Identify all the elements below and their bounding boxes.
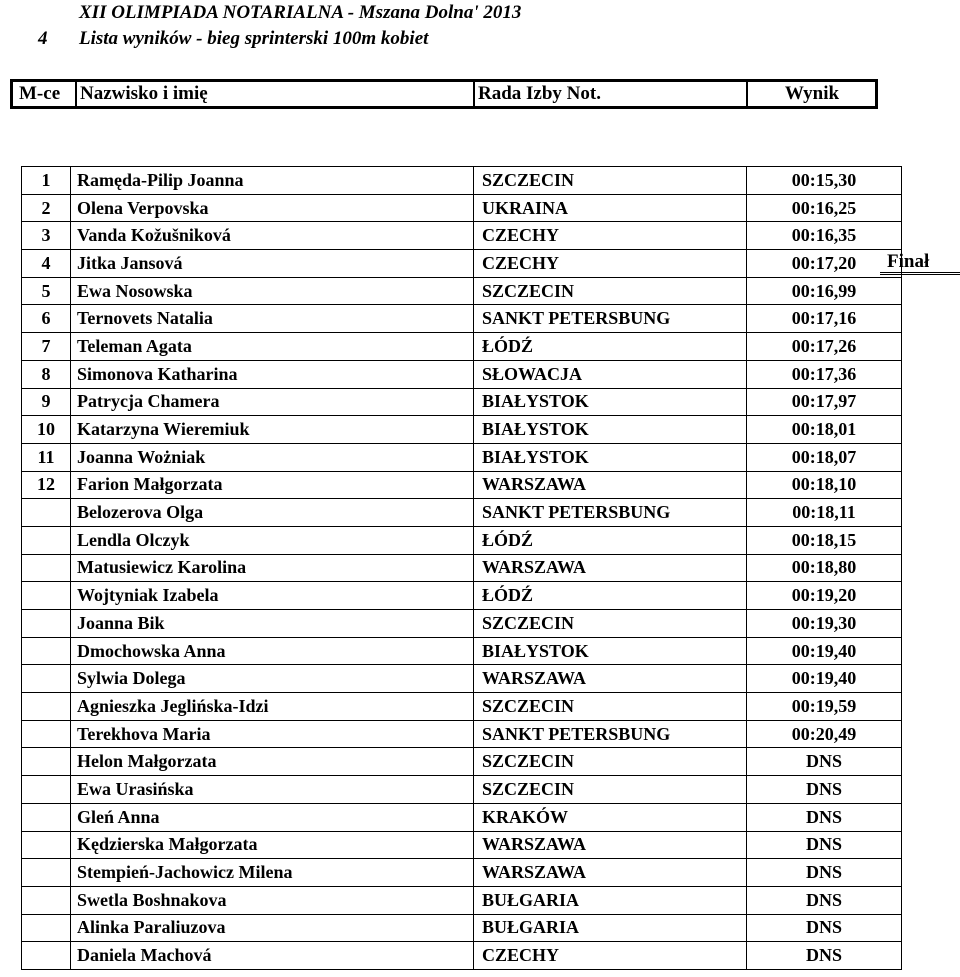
council-cell: SANKT PETERSBUNG bbox=[474, 305, 747, 333]
result-cell: 00:18,01 bbox=[747, 416, 902, 444]
table-row bbox=[22, 914, 902, 942]
table-row bbox=[22, 416, 902, 444]
result-cell: DNS bbox=[747, 942, 902, 970]
col-header-name: Nazwisko i imię bbox=[80, 83, 208, 104]
table-row bbox=[22, 222, 902, 250]
name-cell: Daniela Machová bbox=[71, 942, 474, 970]
place-cell bbox=[22, 665, 71, 693]
name-cell: Kędzierska Małgorzata bbox=[71, 831, 474, 859]
result-cell: 00:19,40 bbox=[747, 665, 902, 693]
place-cell bbox=[22, 720, 71, 748]
name-cell: Joanna Wożniak bbox=[71, 443, 474, 471]
council-cell: WARSZAWA bbox=[474, 471, 747, 499]
council-cell: WARSZAWA bbox=[474, 554, 747, 582]
table-row bbox=[22, 582, 902, 610]
council-cell: ŁÓDŹ bbox=[474, 333, 747, 361]
result-cell: DNS bbox=[747, 914, 902, 942]
table-row bbox=[22, 831, 902, 859]
place-cell: 9 bbox=[22, 388, 71, 416]
table-row bbox=[22, 610, 902, 638]
name-cell: Lendla Olczyk bbox=[71, 526, 474, 554]
result-cell: DNS bbox=[747, 748, 902, 776]
place-cell: 5 bbox=[22, 277, 71, 305]
place-cell bbox=[22, 526, 71, 554]
result-cell: 00:18,07 bbox=[747, 443, 902, 471]
column-header-bar bbox=[10, 79, 878, 109]
place-cell: 11 bbox=[22, 443, 71, 471]
result-cell: 00:17,26 bbox=[747, 333, 902, 361]
table-row bbox=[22, 360, 902, 388]
result-cell: 00:17,16 bbox=[747, 305, 902, 333]
council-cell: BUŁGARIA bbox=[474, 914, 747, 942]
name-cell: Jitka Jansová bbox=[71, 250, 474, 278]
council-cell: SZCZECIN bbox=[474, 277, 747, 305]
result-cell: 00:16,99 bbox=[747, 277, 902, 305]
table-row bbox=[22, 637, 902, 665]
council-cell: SZCZECIN bbox=[474, 610, 747, 638]
result-cell: 00:16,35 bbox=[747, 222, 902, 250]
council-cell: SŁOWACJA bbox=[474, 360, 747, 388]
name-cell: Gleń Anna bbox=[71, 803, 474, 831]
result-cell: 00:17,97 bbox=[747, 388, 902, 416]
col-header-place: M-ce bbox=[19, 83, 61, 104]
name-cell: Ewa Urasińska bbox=[71, 776, 474, 804]
result-cell: 00:19,20 bbox=[747, 582, 902, 610]
result-cell: 00:16,25 bbox=[747, 194, 902, 222]
result-cell: 00:19,40 bbox=[747, 637, 902, 665]
council-cell: BIAŁYSTOK bbox=[474, 388, 747, 416]
place-cell bbox=[22, 942, 71, 970]
name-cell: Farion Małgorzata bbox=[71, 471, 474, 499]
result-cell: 00:17,36 bbox=[747, 360, 902, 388]
table-row bbox=[22, 333, 902, 361]
table-row bbox=[22, 665, 902, 693]
table-row bbox=[22, 443, 902, 471]
place-cell: 12 bbox=[22, 471, 71, 499]
result-cell: 00:15,30 bbox=[747, 167, 902, 195]
place-cell bbox=[22, 499, 71, 527]
council-cell: WARSZAWA bbox=[474, 831, 747, 859]
place-cell: 3 bbox=[22, 222, 71, 250]
place-cell bbox=[22, 859, 71, 887]
council-cell: KRAKÓW bbox=[474, 803, 747, 831]
place-cell: 4 bbox=[22, 250, 71, 278]
table-row bbox=[22, 277, 902, 305]
council-cell: SANKT PETERSBUNG bbox=[474, 499, 747, 527]
council-cell: SZCZECIN bbox=[474, 167, 747, 195]
table-row bbox=[22, 194, 902, 222]
name-cell: Dmochowska Anna bbox=[71, 637, 474, 665]
table-row bbox=[22, 305, 902, 333]
col-header-council: Rada Izby Not. bbox=[478, 83, 601, 104]
table-row bbox=[22, 886, 902, 914]
name-cell: Simonova Katharina bbox=[71, 360, 474, 388]
name-cell: Belozerova Olga bbox=[71, 499, 474, 527]
list-number: 4 bbox=[38, 28, 48, 49]
place-cell: 7 bbox=[22, 333, 71, 361]
name-cell: Olena Verpovska bbox=[71, 194, 474, 222]
result-cell: DNS bbox=[747, 831, 902, 859]
table-row bbox=[22, 942, 902, 970]
council-cell: CZECHY bbox=[474, 942, 747, 970]
council-cell: SZCZECIN bbox=[474, 776, 747, 804]
table-row bbox=[22, 471, 902, 499]
result-cell: 00:18,11 bbox=[747, 499, 902, 527]
header-divider bbox=[746, 82, 748, 106]
place-cell bbox=[22, 803, 71, 831]
place-cell bbox=[22, 610, 71, 638]
header-divider bbox=[75, 82, 77, 106]
result-cell: 00:18,10 bbox=[747, 471, 902, 499]
council-cell: BIAŁYSTOK bbox=[474, 416, 747, 444]
results-table bbox=[21, 166, 902, 970]
name-cell: Sylwia Dolega bbox=[71, 665, 474, 693]
name-cell: Stempień-Jachowicz Milena bbox=[71, 859, 474, 887]
result-cell: 00:18,15 bbox=[747, 526, 902, 554]
header-divider bbox=[473, 82, 475, 106]
place-cell bbox=[22, 693, 71, 721]
result-cell: DNS bbox=[747, 803, 902, 831]
place-cell: 8 bbox=[22, 360, 71, 388]
place-cell bbox=[22, 554, 71, 582]
result-cell: DNS bbox=[747, 886, 902, 914]
council-cell: CZECHY bbox=[474, 222, 747, 250]
table-row bbox=[22, 693, 902, 721]
place-cell: 1 bbox=[22, 167, 71, 195]
name-cell: Swetla Boshnakova bbox=[71, 886, 474, 914]
table-row bbox=[22, 803, 902, 831]
event-title: XII OLIMPIADA NOTARIALNA - Mszana Dolna' 2013 bbox=[79, 2, 522, 23]
name-cell: Joanna Bik bbox=[71, 610, 474, 638]
table-row bbox=[22, 720, 902, 748]
list-subtitle: Lista wyników - bieg sprinterski 100m kobiet bbox=[79, 28, 429, 49]
place-cell: 2 bbox=[22, 194, 71, 222]
place-cell bbox=[22, 582, 71, 610]
council-cell: SANKT PETERSBUNG bbox=[474, 720, 747, 748]
council-cell: ŁÓDŹ bbox=[474, 526, 747, 554]
name-cell: Katarzyna Wieremiuk bbox=[71, 416, 474, 444]
table-row bbox=[22, 250, 902, 278]
council-cell: BIAŁYSTOK bbox=[474, 443, 747, 471]
council-cell: CZECHY bbox=[474, 250, 747, 278]
result-cell: 00:19,59 bbox=[747, 693, 902, 721]
table-row bbox=[22, 499, 902, 527]
name-cell: Terekhova Maria bbox=[71, 720, 474, 748]
table-row bbox=[22, 388, 902, 416]
name-cell: Teleman Agata bbox=[71, 333, 474, 361]
result-cell: 00:17,20 bbox=[747, 250, 902, 278]
result-cell: 00:19,30 bbox=[747, 610, 902, 638]
place-cell: 6 bbox=[22, 305, 71, 333]
table-row bbox=[22, 859, 902, 887]
table-row bbox=[22, 776, 902, 804]
result-cell: 00:18,80 bbox=[747, 554, 902, 582]
result-cell: DNS bbox=[747, 776, 902, 804]
place-cell bbox=[22, 637, 71, 665]
council-cell: SZCZECIN bbox=[474, 748, 747, 776]
place-cell bbox=[22, 776, 71, 804]
name-cell: Ternovets Natalia bbox=[71, 305, 474, 333]
final-label: Finał bbox=[887, 251, 930, 272]
name-cell: Ramęda-Pilip Joanna bbox=[71, 167, 474, 195]
name-cell: Agnieszka Jeglińska-Idzi bbox=[71, 693, 474, 721]
council-cell: UKRAINA bbox=[474, 194, 747, 222]
results-body bbox=[22, 167, 902, 970]
table-row bbox=[22, 167, 902, 195]
table-row bbox=[22, 554, 902, 582]
council-cell: ŁÓDŹ bbox=[474, 582, 747, 610]
name-cell: Wojtyniak Izabela bbox=[71, 582, 474, 610]
result-cell: DNS bbox=[747, 859, 902, 887]
place-cell: 10 bbox=[22, 416, 71, 444]
result-cell: 00:20,49 bbox=[747, 720, 902, 748]
council-cell: WARSZAWA bbox=[474, 859, 747, 887]
table-row bbox=[22, 526, 902, 554]
council-cell: SZCZECIN bbox=[474, 693, 747, 721]
name-cell: Patrycja Chamera bbox=[71, 388, 474, 416]
name-cell: Alinka Paraliuzova bbox=[71, 914, 474, 942]
council-cell: WARSZAWA bbox=[474, 665, 747, 693]
place-cell bbox=[22, 886, 71, 914]
place-cell bbox=[22, 831, 71, 859]
council-cell: BUŁGARIA bbox=[474, 886, 747, 914]
place-cell bbox=[22, 914, 71, 942]
name-cell: Vanda Kožušniková bbox=[71, 222, 474, 250]
name-cell: Ewa Nosowska bbox=[71, 277, 474, 305]
name-cell: Helon Małgorzata bbox=[71, 748, 474, 776]
place-cell bbox=[22, 748, 71, 776]
council-cell: BIAŁYSTOK bbox=[474, 637, 747, 665]
col-header-result: Wynik bbox=[784, 83, 840, 104]
table-row bbox=[22, 748, 902, 776]
name-cell: Matusiewicz Karolina bbox=[71, 554, 474, 582]
final-underline bbox=[880, 272, 960, 278]
